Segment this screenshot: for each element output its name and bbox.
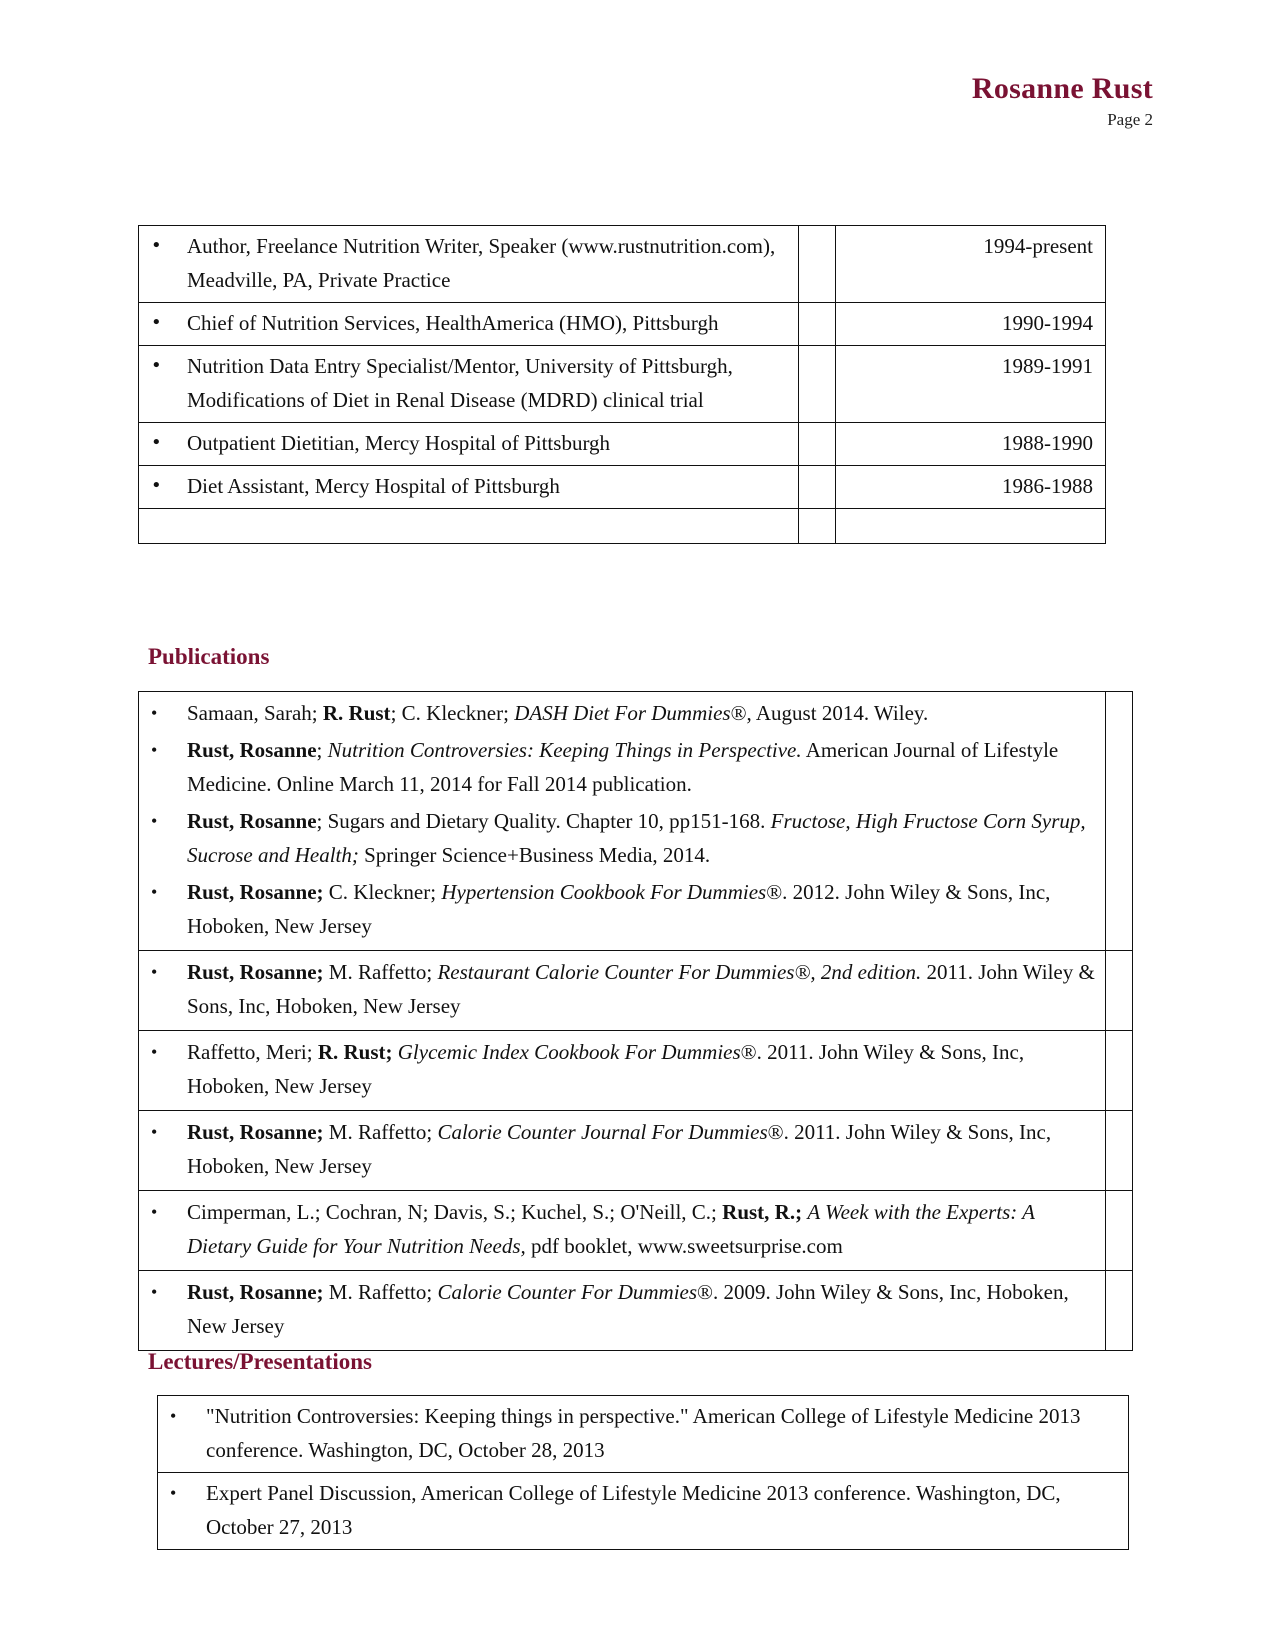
bullet-icon: • [151,740,158,760]
publication-item: • Rust, Rosanne; M. Raffetto; Calorie Counter For Dummies®. 2009. John Wiley & Sons, Inc, Hoboken, New Jersey [139,1274,1105,1345]
employment-role: Chief of Nutrition Services, HealthAmerica (HMO), Pittsburgh [187,311,719,335]
bullet-icon: • [151,1282,158,1302]
employment-row [139,346,1106,423]
publication-item: • Rust, Rosanne; Nutrition Controversies: Keeping Things in Perspective. American Journal of Lifestyle Medicine. Online March 11, 2014 for Fall 2014 publication. [139,732,1105,803]
publication-item: • Rust, Rosanne; M. Raffetto; Calorie Counter Journal For Dummies®. 2011. John Wiley & Sons, Inc, Hoboken, New Jersey [139,1114,1105,1185]
employment-years: 1989-1991 [1002,354,1093,378]
employment-years: 1990-1994 [1002,311,1093,335]
bullet-icon: • [151,312,162,333]
lecture-row [158,1396,1129,1473]
bullet-icon: • [170,1406,177,1426]
employment-row-empty [139,509,1106,544]
page-number: Page 2 [1107,110,1153,129]
page-header [972,72,1153,130]
publication-row [139,1031,1133,1111]
bullet-icon: • [151,432,162,453]
bullet-icon: • [151,962,158,982]
publication-row [139,1111,1133,1191]
employment-role: Outpatient Dietitian, Mercy Hospital of Pittsburgh [187,431,611,455]
author-name: Rosanne Rust [971,72,1153,105]
employment-row [139,423,1106,466]
employment-row [139,303,1106,346]
publication-item: • Raffetto, Meri; R. Rust; Glycemic Index Cookbook For Dummies®. 2011. John Wiley & Sons, Inc, Hoboken, New Jersey [139,1034,1105,1105]
employment-table [138,225,1106,544]
employment-role: Author, Freelance Nutrition Writer, Speaker (www.rustnutrition.com), Meadville, PA, Private Practice [187,234,776,292]
publications-heading: Publications [148,644,270,669]
bullet-icon: • [151,703,158,723]
lecture-item: • "Nutrition Controversies: Keeping things in perspective." American College of Lifestyle Medicine 2013 conference. Washington, DC, October 28, 2013 [158,1396,1128,1472]
employment-role: Nutrition Data Entry Specialist/Mentor, University of Pittsburgh, Modifications of Diet in Renal Disease (MDRD) clinical trial [187,354,733,412]
lectures-table [157,1395,1129,1550]
publication-row [139,692,1133,951]
employment-years: 1988-1990 [1002,431,1093,455]
bullet-icon: • [151,811,158,831]
publication-item: • Rust, Rosanne; M. Raffetto; Restaurant Calorie Counter For Dummies®, 2nd edition. 2011. John Wiley & Sons, Inc, Hoboken, New Jersey [139,954,1105,1025]
publications-table [138,691,1133,1351]
employment-row [139,466,1106,509]
bullet-icon: • [151,1122,158,1142]
bullet-icon: • [151,1042,158,1062]
publication-item: • Rust, Rosanne; C. Kleckner; Hypertension Cookbook For Dummies®. 2012. John Wiley & Sons, Inc, Hoboken, New Jersey [139,874,1105,945]
publication-item: • Samaan, Sarah; R. Rust; C. Kleckner; DASH Diet For Dummies®, August 2014. Wiley. [139,695,1105,732]
lecture-row [158,1473,1129,1550]
publication-item: • Cimperman, L.; Cochran, N; Davis, S.; Kuchel, S.; O'Neill, C.; Rust, R.; A Week with the Experts: A Dietary Guide for Your Nutrition Needs, pdf booklet, www.sweetsurprise.com [139,1194,1105,1265]
bullet-icon: • [170,1483,177,1503]
bullet-icon: • [151,475,162,496]
bullet-icon: • [151,882,158,902]
lectures-heading: Lectures/Presentations [148,1349,373,1374]
bullet-icon: • [151,355,162,376]
publication-row [139,1271,1133,1351]
bullet-icon: • [151,1202,158,1222]
publication-item: • Rust, Rosanne; Sugars and Dietary Quality. Chapter 10, pp151-168. Fructose, High Fructose Corn Syrup, Sucrose and Health; Springer Science+Business Media, 2014. [139,803,1105,874]
employment-role: Diet Assistant, Mercy Hospital of Pittsburgh [187,474,560,498]
lecture-item: • Expert Panel Discussion, American College of Lifestyle Medicine 2013 conference. Washington, DC, October 27, 2013 [158,1473,1128,1549]
employment-years: 1994-present [983,234,1093,258]
employment-years: 1986-1988 [1002,474,1093,498]
publication-row [139,1191,1133,1271]
employment-row [139,226,1106,303]
bullet-icon: • [151,235,162,256]
publication-row [139,951,1133,1031]
